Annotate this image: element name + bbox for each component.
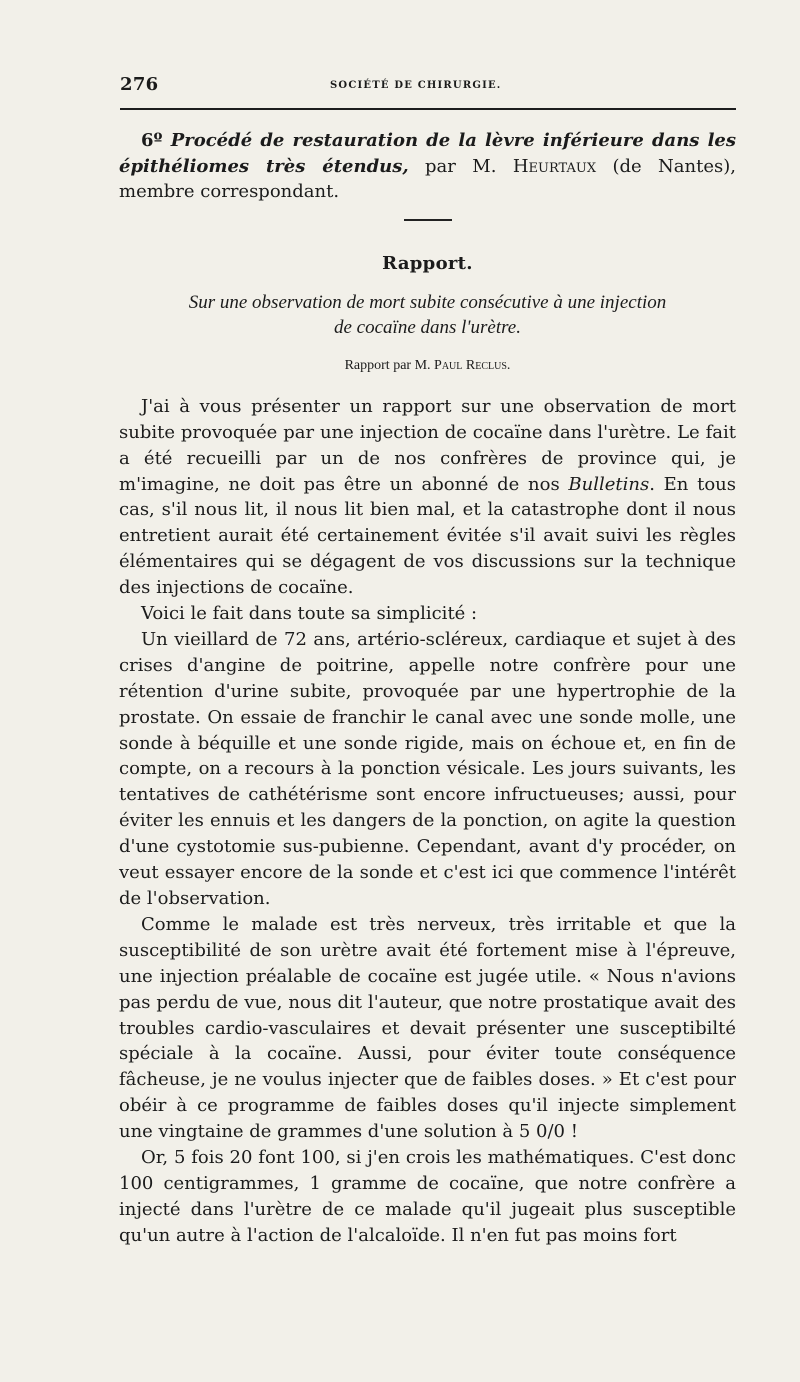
item-author: Heurtaux bbox=[512, 155, 597, 177]
report-body bbox=[119, 394, 736, 1249]
report-title-line-2: de cocaïne dans l'urètre. bbox=[334, 316, 521, 338]
byline-prefix: Rapport par M. bbox=[344, 357, 435, 373]
report-byline bbox=[119, 356, 736, 376]
paragraph-2: Voici le fait dans toute sa simplicité : bbox=[141, 603, 478, 625]
item-number: 6º bbox=[141, 130, 171, 151]
agenda-item bbox=[119, 128, 736, 205]
byline-author: Paul Reclus. bbox=[434, 357, 511, 373]
item-rest: (de Nantes), membre correspondant. bbox=[119, 155, 736, 203]
header-rule bbox=[120, 108, 736, 110]
paragraph-1-a: J'ai à vous présenter un rapport sur une observation de mort subite provoquée par une injection de cocaïne dans l'urètre. Le fait a été recueilli par un de nos confrères de province qui, je m'imagine, ne doit pas être un abonné de nos bbox=[119, 395, 736, 495]
item-by: par M. bbox=[408, 155, 513, 177]
paragraph-5: Or, 5 fois 20 font 100, si j'en crois les mathématiques. C'est donc 100 centigrammes, 1 gramme de cocaïne, que notre confrère a injecté dans l'urètre de ce malade qu'il jugeait plus susceptible qu'un autre à l'action de l'alcaloïde. Il n'en fut pas moins fort bbox=[119, 1147, 736, 1246]
bulletins-title: Bulletins bbox=[568, 473, 650, 495]
report-title bbox=[119, 290, 736, 340]
paragraph-1 bbox=[119, 394, 736, 601]
paragraph-1-b: . En tous cas, s'il nous lit, il nous lit bien mal, et la catastrophe dont il nous entretient aurait été certainement évitée s'il avait suivi les règles élémentaires qui se dégagent de vos discussions sur la technique des injections de cocaïne. bbox=[119, 473, 736, 599]
section-heading: Rapport. bbox=[382, 252, 473, 274]
report-title-line-1: Sur une observation de mort subite consécutive à une injection bbox=[188, 291, 667, 313]
running-title: SOCIÉTÉ DE CHIRURGIE. bbox=[330, 80, 502, 91]
section-divider bbox=[404, 219, 452, 221]
page-header bbox=[120, 70, 735, 98]
page-content bbox=[119, 128, 736, 1249]
page-number: 276 bbox=[120, 74, 159, 95]
paragraph-3: Un vieillard de 72 ans, artério-scléreux, cardiaque et sujet à des crises d'angine de poitrine, appelle notre confrère pour une rétention d'urine subite, provoquée par une hypertrophie de la prostate. On essaie de franchir le canal avec une sonde molle, une sonde à béquille et une sonde rigide, mais on échoue et, en fin de compte, on a recours à la ponction vésicale. Les jours suivants, les tentatives de cathétérisme sont encore infructueuses; aussi, pour éviter les ennuis et les dangers de la ponction, on agite la question d'une cystotomie sus-pubienne. Cependant, avant d'y procéder, on veut essayer encore de la sonde et c'est ici que commence l'intérêt de l'observation. bbox=[119, 628, 736, 909]
paragraph-4: Comme le malade est très nerveux, très irritable et que la susceptibilité de son urètre avait été fortement mise à l'épreuve, une injection préalable de cocaïne est jugée utile. « Nous n'avions pas perdu de vue, nous dit l'auteur, que notre prostatique avait des troubles cardio-vasculaires et devait présenter une susceptibilté spéciale à la cocaïne. Aussi, pour éviter toute conséquence fâcheuse, je ne voulus injecter que de faibles doses. » Et c'est pour obéir à ce programme de faibles doses qu'il injecte simplement une vingtaine de grammes d'une solution à 5 0/0 ! bbox=[119, 913, 736, 1143]
item-title: Procédé de restauration de la lèvre inférieure dans les épithéliomes très étendus, bbox=[119, 130, 736, 177]
